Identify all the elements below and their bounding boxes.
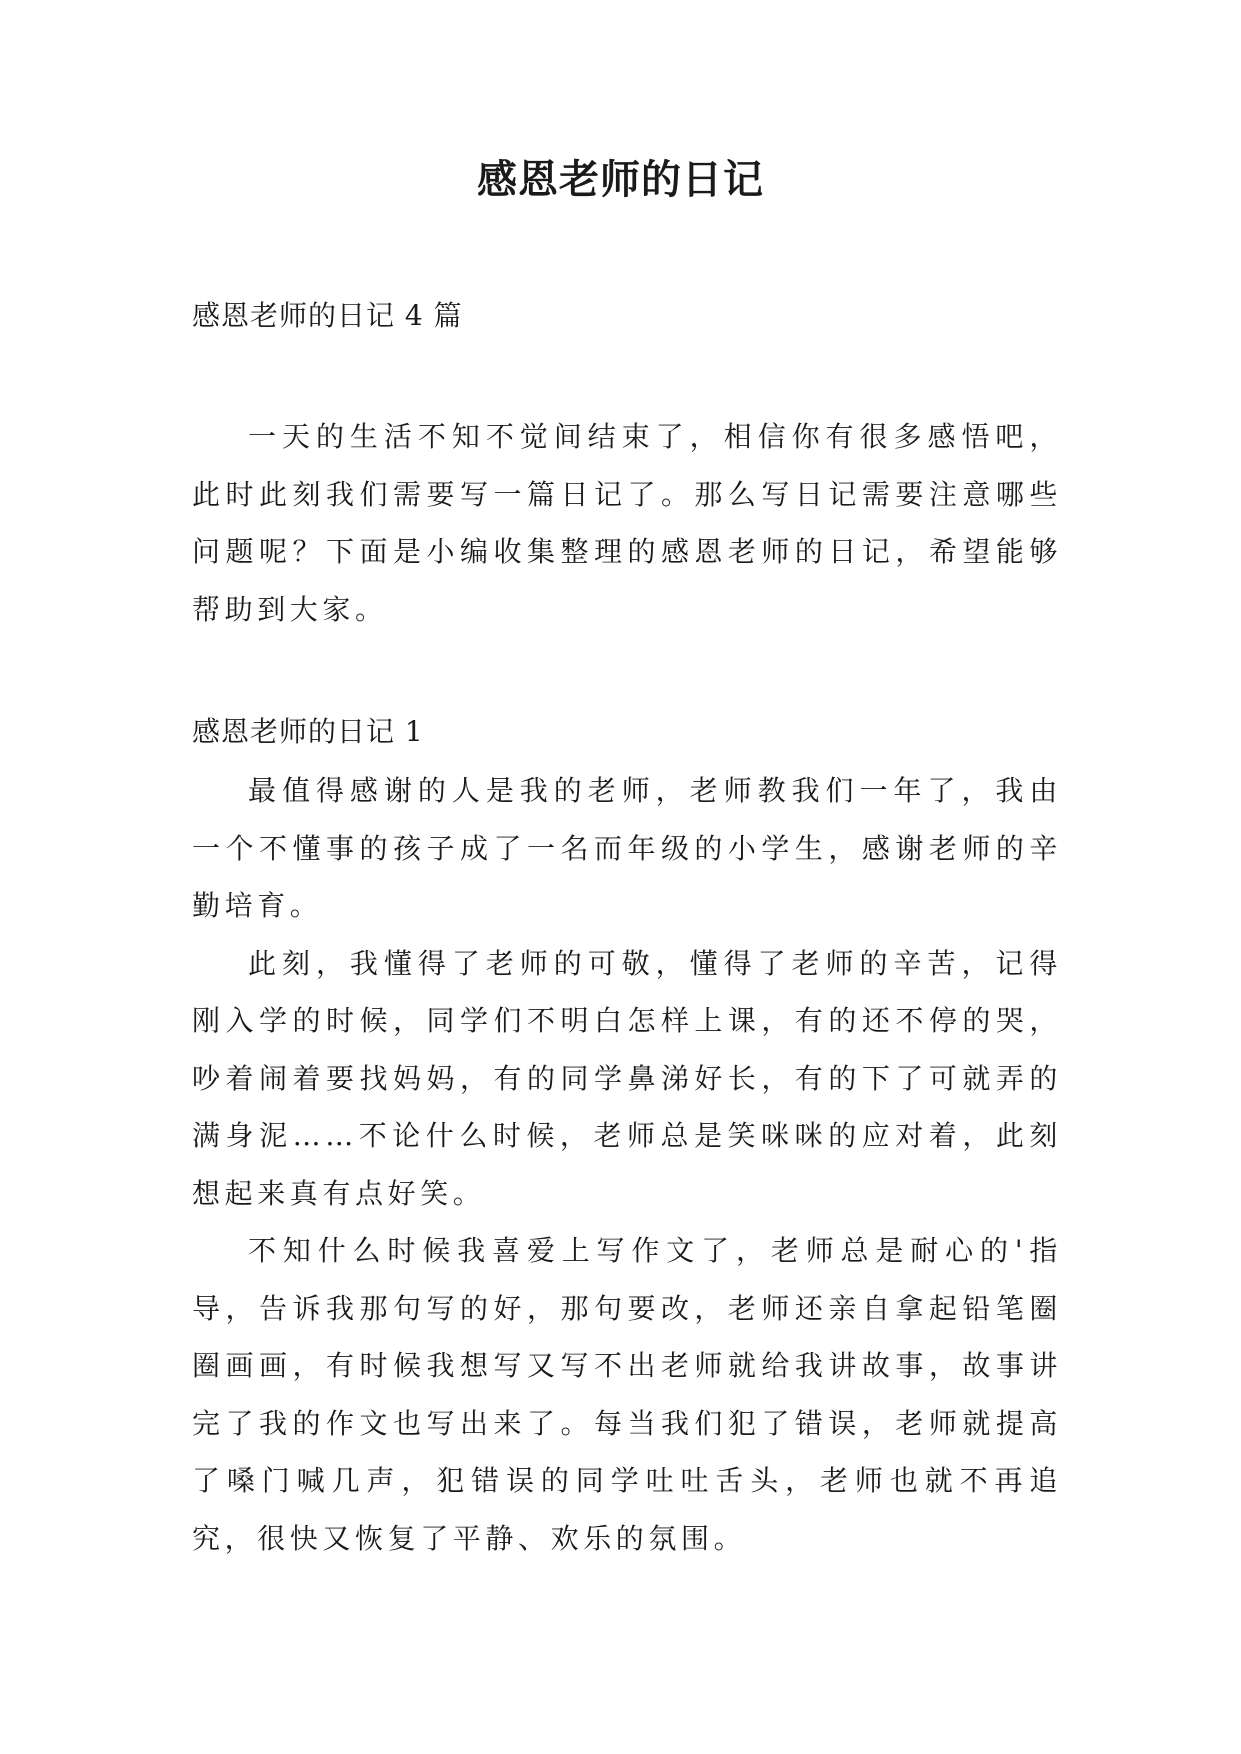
diary-body bbox=[192, 762, 1062, 1567]
document-subtitle: 感恩老师的日记 4 篇 bbox=[192, 299, 463, 332]
document-title: 感恩老师的日记 bbox=[477, 157, 764, 203]
body-paragraph-3: 不知什么时候我喜爱上写作文了，老师总是耐心的'指导，告诉我那句写的好，那句要改，老师还亲自拿起铅笔圈圈画画，有时候我想写又写不出老师就给我讲故事，故事讲完了我的作文也写出来了。每当我们犯了错误，老师就提高了嗓门喊几声，犯错误的同学吐吐舌头，老师也就不再追究，很快又恢复了平静、欢乐的氛围。 bbox=[192, 1234, 1062, 1555]
body-paragraph-2: 此刻，我懂得了老师的可敬，懂得了老师的辛苦，记得刚入学的时候，同学们不明白怎样上课，有的还不停的哭，吵着闹着要找妈妈，有的同学鼻涕好长，有的下了可就弄的满身泥……不论什么时候，老师总是笑咪咪的应对着，此刻想起来真有点好笑。 bbox=[192, 946, 1062, 1210]
intro-paragraph: 一天的生活不知不觉间结束了，相信你有很多感悟吧，此时此刻我们需要写一篇日记了。那么写日记需要注意哪些问题呢？下面是小编收集整理的感恩老师的日记，希望能够帮助到大家。 bbox=[192, 420, 1062, 626]
intro-block bbox=[192, 408, 1062, 638]
section-heading: 感恩老师的日记 1 bbox=[192, 715, 424, 748]
body-paragraph-1: 最值得感谢的人是我的老师，老师教我们一年了，我由一个不懂事的孩子成了一名而年级的小学生，感谢老师的辛勤培育。 bbox=[192, 774, 1062, 922]
